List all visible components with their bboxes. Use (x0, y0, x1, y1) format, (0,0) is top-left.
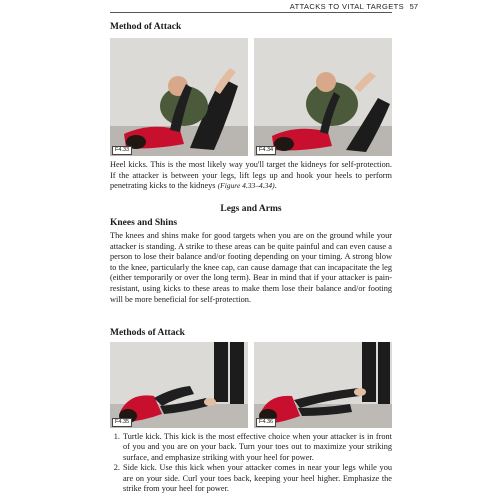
photo-heel-kick-2 (254, 38, 392, 156)
subheading-knees-and-shins (110, 218, 392, 228)
heading-text: Method of Attack (110, 22, 182, 32)
list-item-side-kick: 2. Side kick. Use this kick when your attacker comes in near your legs while you are on your side. Curl your toes back, keeping your heel higher. Emphasize the strike from your heel for power. (122, 463, 392, 494)
page-number: 57 (409, 2, 418, 11)
section-heading-methods-of-attack (110, 328, 392, 338)
section-heading-legs-and-arms (110, 204, 392, 214)
header-rule (110, 12, 392, 13)
photo-side-kick (254, 342, 392, 428)
paragraph-knees-and-shins (110, 231, 392, 305)
numbered-list (110, 432, 392, 494)
methods-list (110, 432, 392, 494)
section-heading-method-of-attack (110, 22, 392, 32)
photo-figure-4-34 (254, 38, 392, 156)
figure-label: F4.36 (256, 418, 276, 427)
heading-text: Methods of Attack (110, 328, 185, 338)
paragraph-end: . (274, 181, 277, 191)
photo-figure-4-33 (110, 38, 248, 156)
figure-label: F4.33 (112, 146, 132, 155)
list-item-turtle-kick: 1. Turtle kick. This kick is the most effective choice when your attacker is in front of you and you are on your back. Turn your toes out to maximize your striking surface, and emphasize striking with your heel for power. (122, 432, 392, 463)
photo-figure-4-36 (254, 342, 392, 428)
paragraph-text (110, 160, 392, 192)
paragraph-body: Heel kicks. This is the most likely way you'll target the kidneys for self-protection. If the attacker is between your legs, lift legs up and hook your heels to perform penetrating kicks to the kidneys (110, 160, 392, 191)
running-title: ATTACKS TO VITAL TARGETS (289, 2, 404, 11)
heading-text: Legs and Arms (220, 204, 282, 214)
figure-reference: (Figure 4.33–4.34) (217, 181, 275, 191)
paragraph-heel-kicks (110, 160, 392, 192)
figure-label: F4.34 (256, 146, 276, 155)
photo-figure-4-35 (110, 342, 248, 428)
paragraph-text: The knees and shins make for good targets when you are on the ground while your attacker is standing. A strike to these areas can be quite painful and can even cause a person to lose their balance and/or footing depending on your timing. A strong blow to the knee, particularly the knee cap, can cause damage that can incapacitate the leg (either temporarily or over the long term). Bear in mind that if your attacker is pain-resistant, using kicks to these areas to make them lose their balance and/or footing will be more beneficial for self-protection. (110, 231, 392, 304)
figure-label: F4.35 (112, 418, 132, 427)
subheading-text: Knees and Shins (110, 218, 178, 228)
photo-turtle-kick (110, 342, 248, 428)
photo-heel-kick-1 (110, 38, 248, 156)
